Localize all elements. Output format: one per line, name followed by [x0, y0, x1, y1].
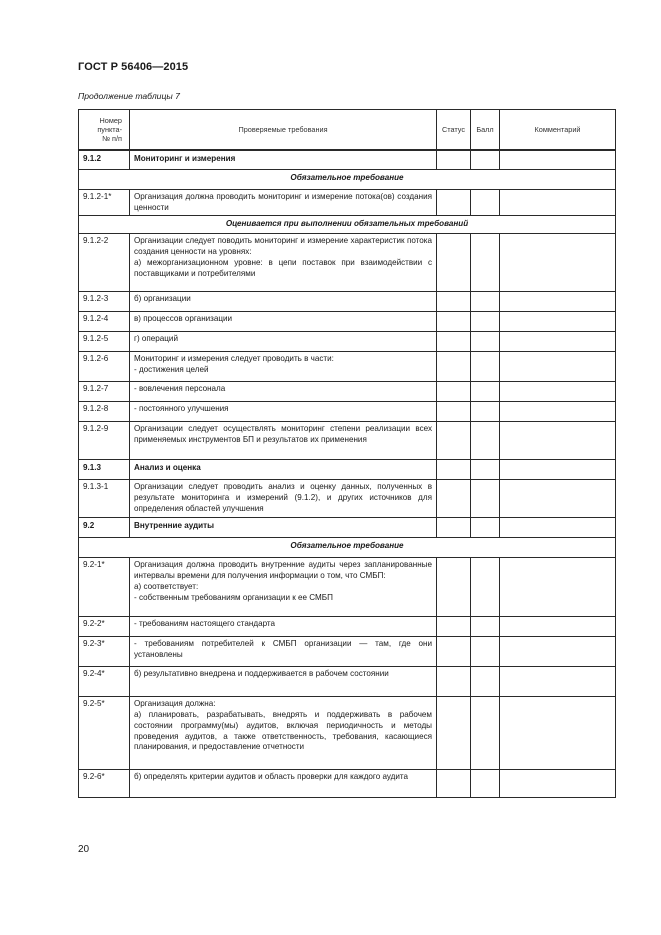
requirement-text: Организация должна проводить мониторинг и измерение потока(ов) создания ценности	[130, 190, 437, 216]
score-cell[interactable]	[471, 422, 500, 460]
score-cell[interactable]	[471, 402, 500, 422]
section-row	[79, 150, 616, 170]
table-row	[79, 617, 616, 637]
table-row	[79, 190, 616, 216]
comment-cell[interactable]	[500, 382, 616, 402]
status-cell[interactable]	[437, 667, 471, 697]
status-cell[interactable]	[437, 617, 471, 637]
status-cell[interactable]	[437, 422, 471, 460]
requirement-text: - постоянного улучшения	[130, 402, 437, 422]
requirement-group-row	[79, 170, 616, 190]
comment-cell[interactable]	[500, 312, 616, 332]
requirement-group-label: Обязательное требование	[79, 170, 616, 190]
comment-cell[interactable]	[500, 292, 616, 312]
column-header-status: Статус	[437, 110, 471, 150]
status-cell[interactable]	[437, 332, 471, 352]
section-row	[79, 460, 616, 480]
status-cell[interactable]	[437, 312, 471, 332]
requirement-text: Организация должна: а) планировать, разрабатывать, внедрять и поддерживать в рабочем состоянии программу(мы) аудитов, включая периодичность и методы проведения аудитов, а также ответственность, требования, касающиеся планирования, и предоставление отчетности	[130, 697, 437, 770]
comment-cell[interactable]	[500, 770, 616, 798]
status-cell[interactable]	[437, 558, 471, 617]
requirement-text: - вовлечения персонала	[130, 382, 437, 402]
requirement-text: Организации следует поводить мониторинг и измерение характеристик потока создания ценности на уровнях: а) межорганизационном уровне: в цепи поставок при взаимодействии с поставщиками и потребителями	[130, 234, 437, 292]
comment-cell[interactable]	[500, 234, 616, 292]
item-number: 9.1.2-5	[79, 332, 130, 352]
requirements-table	[78, 109, 616, 798]
requirement-text: в) процессов организации	[130, 312, 437, 332]
score-cell[interactable]	[471, 332, 500, 352]
requirement-group-row	[79, 216, 616, 234]
score-cell[interactable]	[471, 558, 500, 617]
item-number: 9.1.2-1*	[79, 190, 130, 216]
status-cell[interactable]	[437, 150, 471, 170]
score-cell[interactable]	[471, 637, 500, 667]
comment-cell[interactable]	[500, 332, 616, 352]
score-cell[interactable]	[471, 382, 500, 402]
comment-cell[interactable]	[500, 190, 616, 216]
table-row	[79, 480, 616, 518]
column-header-comment: Комментарий	[500, 110, 616, 150]
score-cell[interactable]	[471, 697, 500, 770]
comment-cell[interactable]	[500, 667, 616, 697]
section-row	[79, 518, 616, 538]
table-row	[79, 637, 616, 667]
section-number: 9.1.2	[79, 150, 130, 170]
item-number: 9.2-6*	[79, 770, 130, 798]
status-cell[interactable]	[437, 460, 471, 480]
requirement-text: г) операций	[130, 332, 437, 352]
item-number: 9.1.3-1	[79, 480, 130, 518]
item-number: 9.1.2-6	[79, 352, 130, 382]
requirement-text: Организация должна проводить внутренние аудиты через запланированные интервалы времени для получения информации о том, что СМБП: а) соответствует: - собственным требованиям организации к ее СМБП	[130, 558, 437, 617]
comment-cell[interactable]	[500, 480, 616, 518]
comment-cell[interactable]	[500, 422, 616, 460]
status-cell[interactable]	[437, 352, 471, 382]
requirement-group-label: Оценивается при выполнении обязательных требований	[79, 216, 616, 234]
section-title: Мониторинг и измерения	[130, 150, 437, 170]
table-row	[79, 422, 616, 460]
column-header-requirements: Проверяемые требования	[130, 110, 437, 150]
score-cell[interactable]	[471, 352, 500, 382]
status-cell[interactable]	[437, 402, 471, 422]
section-title: Анализ и оценка	[130, 460, 437, 480]
status-cell[interactable]	[437, 190, 471, 216]
score-cell[interactable]	[471, 770, 500, 798]
requirement-text: б) результативно внедрена и поддерживается в рабочем состоянии	[130, 667, 437, 697]
score-cell[interactable]	[471, 480, 500, 518]
status-cell[interactable]	[437, 292, 471, 312]
table-row	[79, 697, 616, 770]
score-cell[interactable]	[471, 667, 500, 697]
item-number: 9.2-2*	[79, 617, 130, 637]
comment-cell[interactable]	[500, 637, 616, 667]
table-row	[79, 352, 616, 382]
table-row	[79, 558, 616, 617]
status-cell[interactable]	[437, 234, 471, 292]
status-cell[interactable]	[437, 770, 471, 798]
table-row	[79, 382, 616, 402]
item-number: 9.1.2-8	[79, 402, 130, 422]
table-row	[79, 667, 616, 697]
status-cell[interactable]	[437, 697, 471, 770]
status-cell[interactable]	[437, 382, 471, 402]
comment-cell[interactable]	[500, 352, 616, 382]
table-row	[79, 770, 616, 798]
requirement-text: Организации следует проводить анализ и оценку данных, полученных в результате мониторинга и измерений (9.1.2), и других источников для определения областей улучшения	[130, 480, 437, 518]
section-number: 9.1.3	[79, 460, 130, 480]
item-number: 9.1.2-3	[79, 292, 130, 312]
score-cell[interactable]	[471, 292, 500, 312]
item-number: 9.2-1*	[79, 558, 130, 617]
table-row	[79, 312, 616, 332]
comment-cell[interactable]	[500, 402, 616, 422]
requirement-text: б) организации	[130, 292, 437, 312]
comment-cell[interactable]	[500, 518, 616, 538]
page-number: 20	[78, 844, 90, 855]
comment-cell[interactable]	[500, 697, 616, 770]
comment-cell[interactable]	[500, 617, 616, 637]
item-number: 9.1.2-9	[79, 422, 130, 460]
requirement-text: Организации следует осуществлять мониторинг степени реализации всех применяемых инструментов БП и результатов их применения	[130, 422, 437, 460]
table-row	[79, 234, 616, 292]
table-body	[79, 150, 616, 798]
item-number: 9.2-3*	[79, 637, 130, 667]
item-number: 9.1.2-4	[79, 312, 130, 332]
table-caption: Продолжение таблицы 7	[78, 91, 180, 101]
requirement-group-label: Обязательное требование	[79, 538, 616, 558]
item-number: 9.2-4*	[79, 667, 130, 697]
table-row	[79, 332, 616, 352]
item-number: 9.1.2-2	[79, 234, 130, 292]
score-cell[interactable]	[471, 312, 500, 332]
table-header-row	[79, 110, 616, 150]
document-title: ГОСТ Р 56406—2015	[78, 61, 189, 73]
comment-cell[interactable]	[500, 558, 616, 617]
column-header-score: Балл	[471, 110, 500, 150]
section-title: Внутренние аудиты	[130, 518, 437, 538]
status-cell[interactable]	[437, 480, 471, 518]
table-row	[79, 292, 616, 312]
score-cell[interactable]	[471, 518, 500, 538]
requirement-group-row	[79, 538, 616, 558]
comment-cell[interactable]	[500, 460, 616, 480]
score-cell[interactable]	[471, 460, 500, 480]
status-cell[interactable]	[437, 518, 471, 538]
score-cell[interactable]	[471, 150, 500, 170]
status-cell[interactable]	[437, 637, 471, 667]
score-cell[interactable]	[471, 234, 500, 292]
table-row	[79, 402, 616, 422]
column-header-number: Номер пункта-№ п/п	[79, 110, 130, 150]
requirement-text: - требованиям настоящего стандарта	[130, 617, 437, 637]
comment-cell[interactable]	[500, 150, 616, 170]
score-cell[interactable]	[471, 190, 500, 216]
requirement-text: - требованиям потребителей к СМБП организации — там, где они установлены	[130, 637, 437, 667]
score-cell[interactable]	[471, 617, 500, 637]
item-number: 9.1.2-7	[79, 382, 130, 402]
requirement-text: б) определять критерии аудитов и область проверки для каждого аудита	[130, 770, 437, 798]
requirement-text: Мониторинг и измерения следует проводить в части: - достижения целей	[130, 352, 437, 382]
section-number: 9.2	[79, 518, 130, 538]
item-number: 9.2-5*	[79, 697, 130, 770]
